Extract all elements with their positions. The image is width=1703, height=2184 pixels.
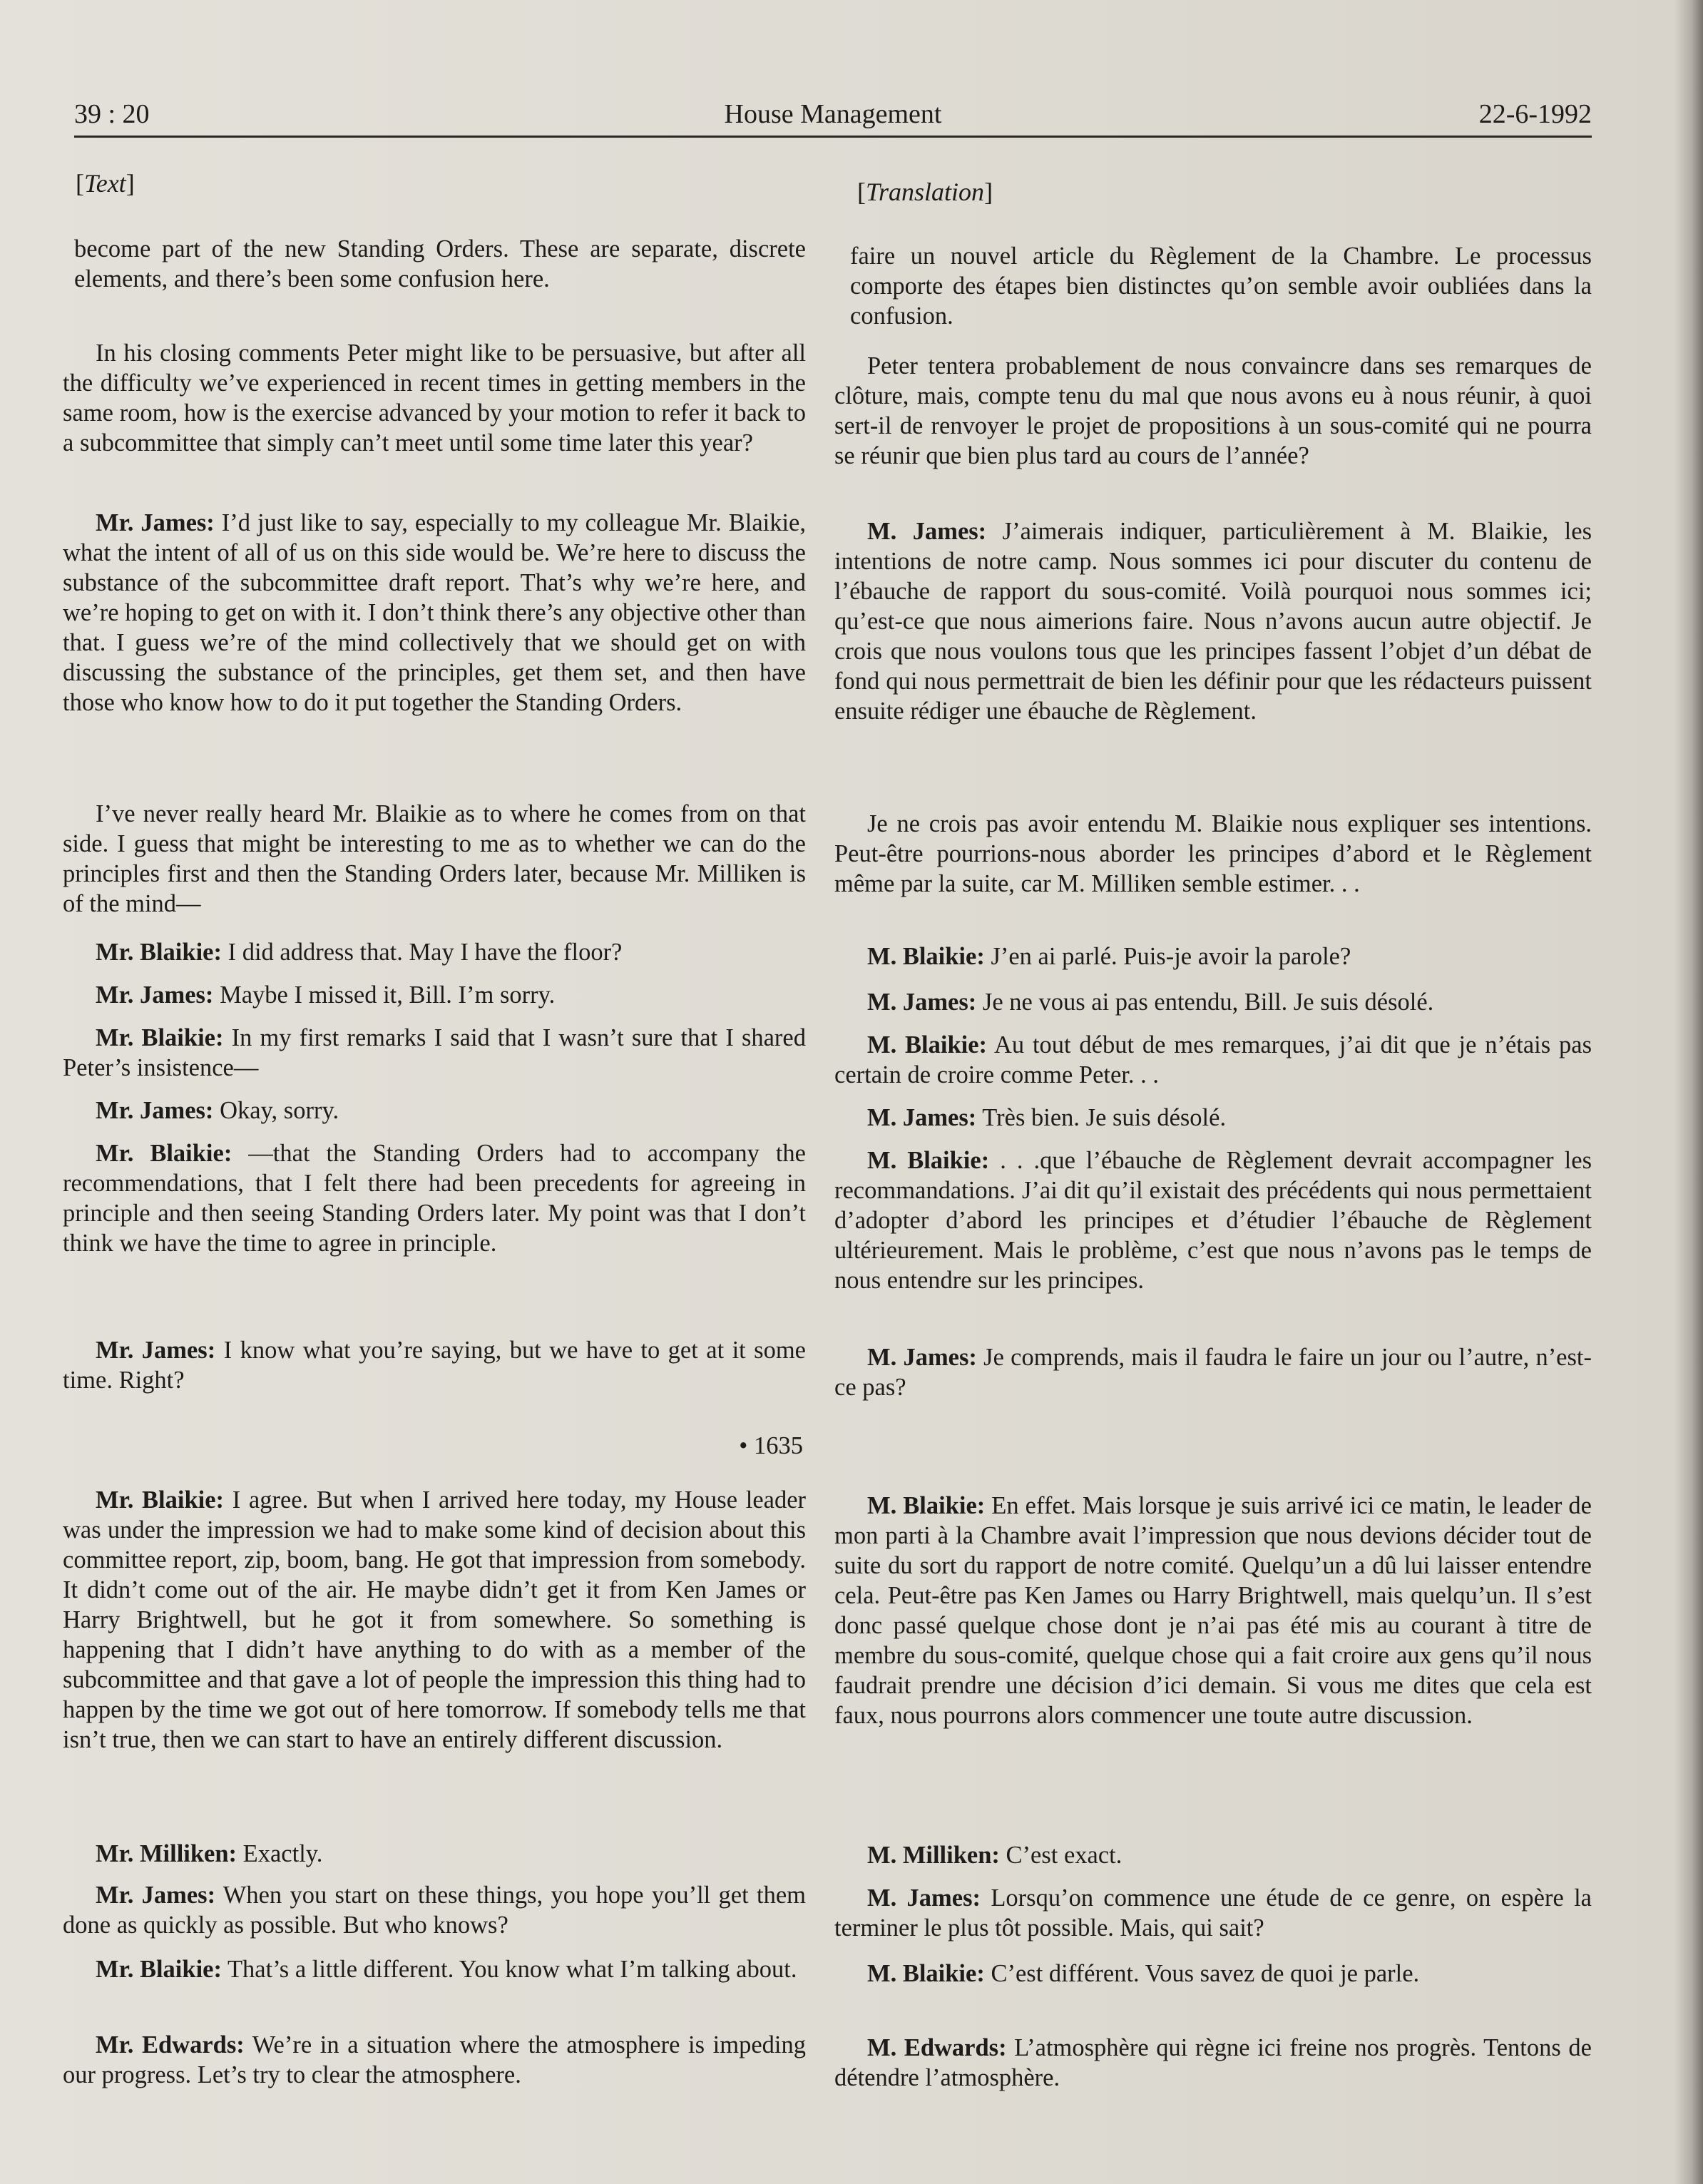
running-title: House Management: [724, 99, 942, 129]
speech-paragraph: [63, 1880, 806, 1940]
speech-paragraph: [834, 1959, 1592, 1989]
speech-text: Exactly.: [237, 1840, 323, 1867]
page-edge-shadow: [1674, 0, 1703, 2184]
page-header: [74, 91, 1592, 138]
speaker-name: Mr. James:: [96, 981, 214, 1009]
speech-text: In my first remarks I said that I wasn’t sure that I shared Peter’s insistence—: [63, 1024, 806, 1081]
speech-text: That’s a little different. You know what I’m talking about.: [221, 1956, 797, 1983]
paragraph: faire un nouvel article du Règlement de la Chambre. Le processus comporte des étapes bien distinctes qu’on semble avoir oubliées dans la confusion.: [850, 243, 1592, 330]
speaker-name: M. Blaikie:: [867, 1960, 985, 1987]
speech-paragraph: [63, 937, 806, 967]
speech-paragraph: [834, 1840, 1592, 1870]
speaker-name: Mr. Blaikie:: [96, 1140, 232, 1167]
page-number: 39 : 20: [74, 99, 150, 129]
speaker-name: Mr. James:: [96, 1882, 216, 1909]
speech-paragraph: [834, 1491, 1592, 1730]
paragraph: become part of the new Standing Orders. These are separate, discrete elements, and there’s been some confusion here.: [74, 235, 806, 292]
speech-paragraph: [63, 980, 806, 1010]
speaker-name: M. Edwards:: [867, 2034, 1007, 2061]
label-text: Text: [84, 169, 126, 198]
speaker-name: M. James:: [867, 1884, 981, 1912]
speech-text: C’est exact.: [999, 1842, 1122, 1869]
speech-text: . . .que l’ébauche de Règlement devrait accompagner les recommandations. J’ai dit qu’il existait des précédents qui nous permettaient d’adopter d’abord les principes et d’étudier l’ébauche de Règlement ultérieurement. Mais le problème, c’est que nous n’avons pas le temps de nous entendre sur les principes.: [834, 1147, 1592, 1294]
speech-paragraph: [834, 1342, 1592, 1402]
speech-paragraph: [834, 1883, 1592, 1943]
header-date: 22-6-1992: [1478, 99, 1592, 129]
label-open-bracket: [: [76, 169, 84, 198]
speaker-name: M. Blaikie:: [867, 943, 985, 970]
speech-text: We’re in a situation where the atmosphere is impeding our progress. Let’s try to clear the atmosphere.: [63, 2031, 806, 2088]
column-label: [76, 168, 135, 198]
speech-text: En effet. Mais lorsque je suis arrivé ici ce matin, le leader de mon parti à la Chambre avait l’impression que nous devions décider tout de suite du sort du rapport de notre comité. Quelqu’un a dû lui laisser entendre cela. Peut-être pas Ken James ou Harry Brightwell, mais quelqu’un. Il s’est donc passé quelque chose dont je n’ai pas été mis au courant à titre de membre du sous-comité, quelque chose qui a fait croire aux gens qu’il nous faudrait prendre une décision d’ici demain. Si vous me dites que cela est faux, nous pourrons alors commencer une toute autre discussion.: [834, 1492, 1592, 1729]
speech-paragraph: [63, 1954, 806, 1984]
speech-text: Très bien. Je suis désolé.: [976, 1104, 1227, 1131]
time-marker: • 1635: [739, 1432, 803, 1459]
speech-paragraph: [63, 1138, 806, 1258]
speaker-name: M. James:: [867, 1104, 977, 1131]
speaker-name: M. Blaikie:: [867, 1492, 986, 1519]
label-text: Translation: [866, 178, 985, 206]
speaker-name: Mr. Edwards:: [96, 2031, 245, 2058]
speech-paragraph: [63, 1096, 806, 1126]
speech-text: Maybe I missed it, Bill. I’m sorry.: [213, 981, 556, 1009]
speech-paragraph: [834, 1103, 1592, 1133]
speech-text: Je comprends, mais il faudra le faire un jour ou l’autre, n’est-ce pas?: [834, 1344, 1592, 1401]
speaker-name: Mr. Blaikie:: [96, 1486, 225, 1514]
speaker-name: Mr. Blaikie:: [96, 939, 222, 966]
paragraph: In his closing comments Peter might like to be persuasive, but after all the difficulty we’ve experienced in recent times in getting members in the same room, how is the exercise advanced by your motion to refer it back to a subcommittee that simply can’t meet until some time later this year?: [63, 340, 806, 456]
speaker-name: Mr. Milliken:: [96, 1840, 237, 1867]
speaker-name: M. Blaikie:: [867, 1147, 990, 1174]
speech-paragraph: [63, 2030, 806, 2090]
speech-text: —that the Standing Orders had to accompany the recommendations, that I felt there had been precedents for agreeing in principle and then seeing Standing Orders later. My point was that I don’t think we have the time to agree in principle.: [63, 1140, 806, 1257]
paragraph: I’ve never really heard Mr. Blaikie as to where he comes from on that side. I guess that might be interesting to me as to whether we can do the principles first and then the Standing Orders later, because Mr. Milliken is of the mind—: [63, 800, 806, 917]
speech-text: Okay, sorry.: [213, 1097, 339, 1124]
speech-text: I agree. But when I arrived here today, my House leader was under the impression we had to make some kind of decision about this committee report, zip, boom, bang. He got that impression from somebody. It didn’t come out of the air. He maybe didn’t get it from Ken James or Harry Brightwell, but he got it from somewhere. So something is happening that I didn’t have anything to do with as a member of the subcommittee and that gave a lot of people the impression this thing had to happen by the time we got out of here tomorrow. If somebody tells me that isn’t true, then we can start to have an entirely different discussion.: [63, 1486, 806, 1753]
speaker-name: M. James:: [867, 1344, 977, 1371]
speaker-name: Mr. James:: [96, 1337, 216, 1364]
speech-paragraph: [834, 2033, 1592, 2093]
label-close-bracket: ]: [984, 178, 993, 206]
speech-text: Lorsqu’on commence une étude de ce genre, on espère la terminer le plus tôt possible. Mais, qui sait?: [834, 1884, 1592, 1941]
speaker-name: M. Milliken:: [867, 1842, 1000, 1869]
speech-text: L’atmosphère qui règne ici freine nos progrès. Tentons de détendre l’atmosphère.: [834, 2034, 1592, 2091]
speech-paragraph: [834, 1145, 1592, 1295]
speech-paragraph: [63, 1839, 806, 1869]
paragraph: Je ne crois pas avoir entendu M. Blaikie nous expliquer ses intentions. Peut-être pourrions-nous aborder les principes d’abord et le Règlement même par la suite, car M. Milliken semble estimer. . .: [834, 810, 1592, 897]
speech-text: J’en ai parlé. Puis-je avoir la parole?: [984, 943, 1351, 970]
speaker-name: Mr. James:: [96, 509, 215, 536]
label-close-bracket: ]: [126, 169, 135, 198]
speech-text: Au tout début de mes remarques, j’ai dit que je n’étais pas certain de croire comme Peter. . .: [834, 1031, 1592, 1088]
speech-paragraph: [63, 1485, 806, 1755]
speaker-name: Mr. Blaikie:: [96, 1956, 222, 1983]
speech-paragraph: [63, 1335, 806, 1395]
speech-paragraph: [834, 1030, 1592, 1090]
column-label: [857, 177, 993, 207]
speech-paragraph: [834, 987, 1592, 1017]
speaker-name: Mr. James:: [96, 1097, 214, 1124]
speaker-name: M. Blaikie:: [867, 1031, 988, 1058]
speech-text: J’aimerais indiquer, particulièrement à M. Blaikie, les intentions de notre camp. Nous sommes ici pour discuter du contenu de l’ébauche de rapport du sous-comité. Voilà pourquoi nous sommes ici; qu’est-ce que nous aimerions faire. Nous n’avons aucun autre objectif. Je crois que nous voulons tous que les principes fassent l’objet d’un débat de fond qui nous permettrait de bien les définir pour que les rédacteurs puissent ensuite rédiger une ébauche de Règlement.: [834, 518, 1592, 725]
speech-text: I know what you’re saying, but we have to get at it some time. Right?: [63, 1337, 806, 1394]
speech-text: I did address that. May I have the floor?: [221, 939, 623, 966]
speaker-name: M. James:: [867, 989, 977, 1016]
speech-paragraph: [834, 942, 1592, 971]
speech-paragraph: [63, 508, 806, 718]
label-open-bracket: [: [857, 178, 866, 206]
speech-paragraph: [834, 516, 1592, 726]
paragraph: Peter tentera probablement de nous convaincre dans ses remarques de clôture, mais, compte tenu du mal que nous avons eu à nous réunir, à quoi sert-il de renvoyer le projet de propositions à un sous-comité qui ne pourra se réunir que bien plus tard au cours de l’année?: [834, 352, 1592, 469]
speech-text: When you start on these things, you hope you’ll get them done as quickly as possible. But who knows?: [63, 1882, 806, 1939]
speech-text: Je ne vous ai pas entendu, Bill. Je suis désolé.: [976, 989, 1434, 1016]
speaker-name: M. James:: [867, 518, 987, 545]
speech-paragraph: [63, 1023, 806, 1083]
speech-text: C’est différent. Vous savez de quoi je parle.: [984, 1960, 1420, 1987]
speech-text: I’d just like to say, especially to my colleague Mr. Blaikie, what the intent of all of us on this side would be. We’re here to discuss the substance of the subcommittee draft report. That’s why we’re here, and we’re hoping to get on with it. I don’t think there’s any objective other than that. I guess we’re of the mind collectively that we should get on with discussing the substance of the principles, get them set, and then have those who know how to do it put together the Standing Orders.: [63, 509, 806, 716]
speaker-name: Mr. Blaikie:: [96, 1024, 224, 1051]
